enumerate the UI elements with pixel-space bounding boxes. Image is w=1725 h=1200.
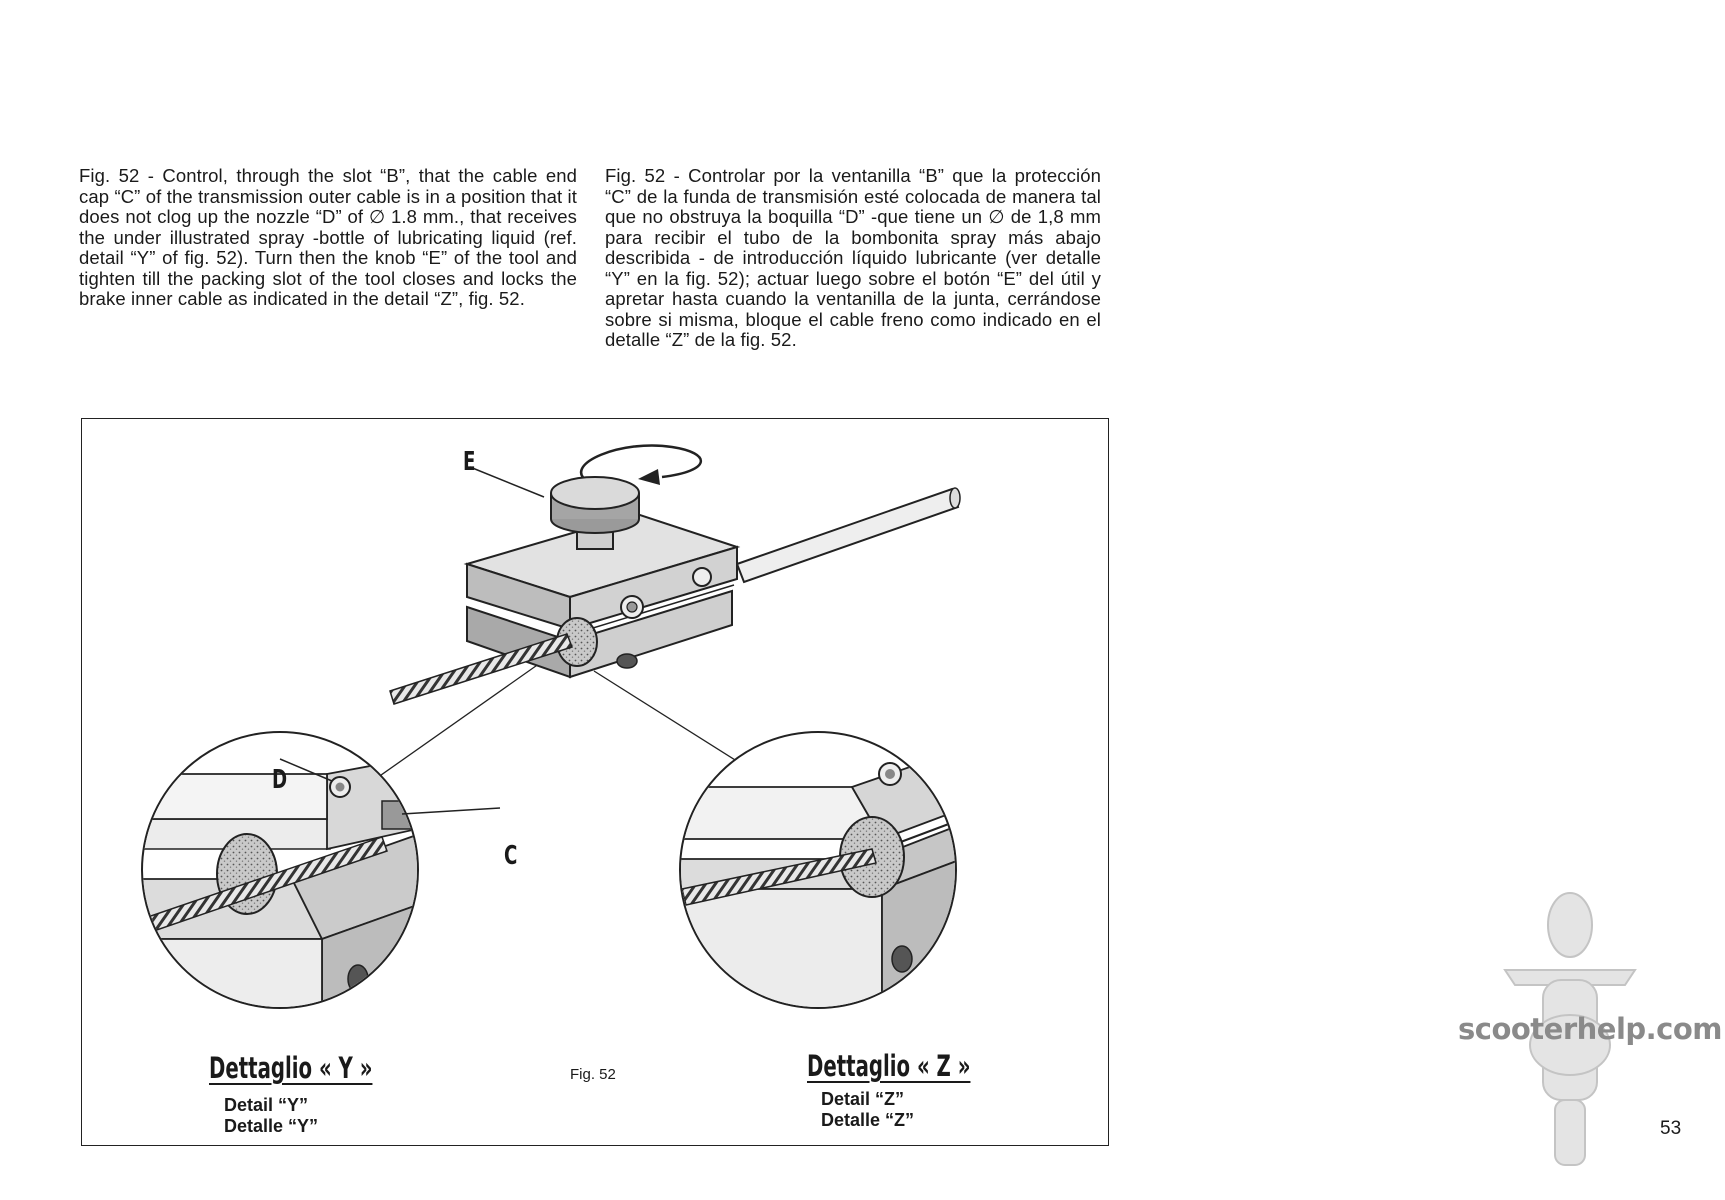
detail-y-es: Detalle “Y” (224, 1116, 319, 1136)
label-c: C (504, 841, 518, 871)
figure-caption: Fig. 52 (570, 1066, 616, 1083)
paragraph-english: Fig. 52 - Control, through the slot “B”, that the cable end cap “C” of the transmission outer cable is in a position that it does not clog up the nozzle “D” of ∅ 1.8 mm., that receives the under illustrated spray -bottle of lubricating liquid (ref. detail “Y” of fig. 52). Turn then the knob “E” of the tool and tighten till the packing slot of the tool closes and locks the brake inner cable as indicated in the detail “Z”, fig. 52. (79, 165, 577, 309)
page-number: 53 (1660, 1118, 1682, 1139)
detail-z-en: Detail “Z” (821, 1089, 905, 1109)
label-e: E (463, 447, 476, 477)
detail-y-title: Dettaglio « Y » (209, 1051, 373, 1085)
detail-z-es: Detalle “Z” (821, 1110, 915, 1130)
watermark-scooterhelp: scooterhelp.com (1458, 1012, 1722, 1046)
paragraph-spanish: Fig. 52 - Controlar por la ventanilla “B” que la protección “C” de la funda de transmisión esté colocada de manera tal que no obstruya la boquilla “D” -que tiene un ∅ de 1,8 mm para recibir el tubo de la bombonita spray más abajo describida - de introducción líquido lubricante (ver detalle “Y” en la fig. 52); actuar luego sobre el botón “E” del útil y apretar hasta cuando la ventanilla de la junta, cerrándose sobre si misma, bloque el cable freno como indicado en el detalle “Z” de la fig. 52. (605, 165, 1101, 350)
tool-illustration (82, 419, 1107, 1144)
label-d: D (272, 765, 288, 795)
detail-y-en: Detail “Y” (224, 1095, 309, 1115)
detail-z-title: Dettaglio « Z » (807, 1049, 971, 1083)
figure-52-frame (81, 418, 1109, 1146)
